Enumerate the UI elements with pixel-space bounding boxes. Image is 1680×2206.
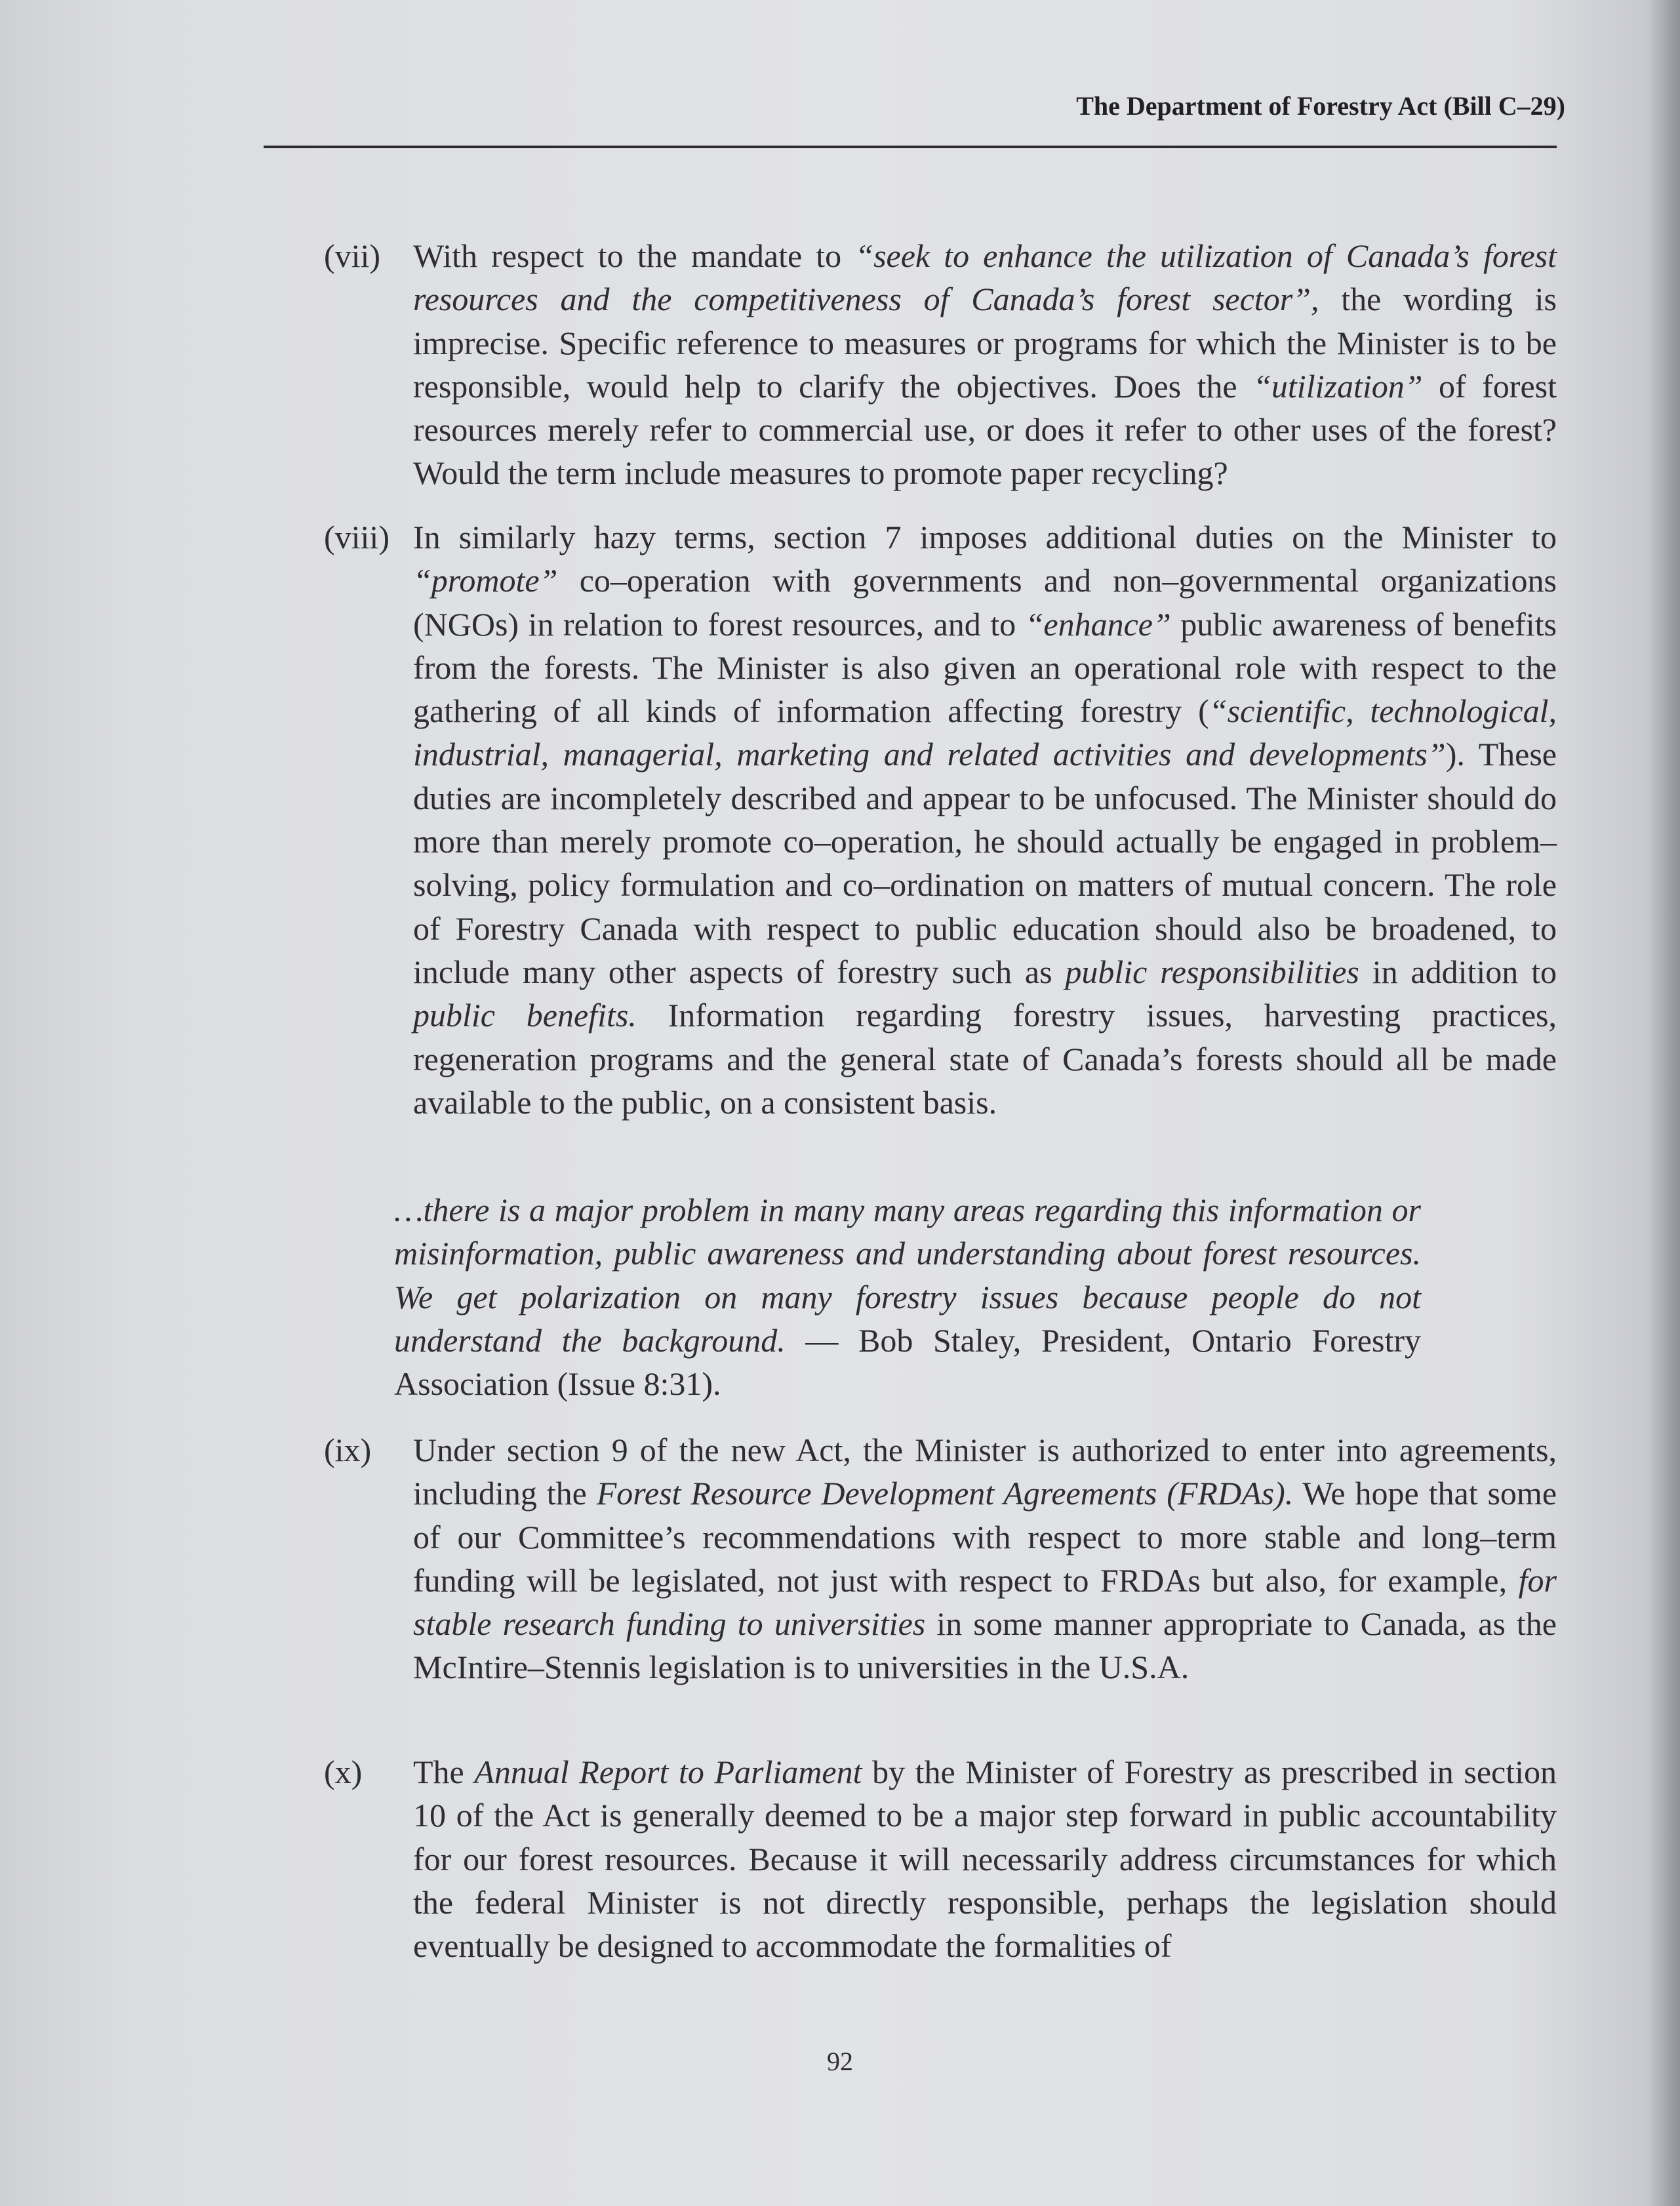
text-segment: in some manner appropriate to Canada, as the McIntire–Stennis legislation is to universities in the U.S.A. [413,1605,1557,1686]
list-item-viii [324,515,1557,1124]
item-body [413,1750,1557,1967]
text-segment-italic: public benefits. [413,997,637,1034]
text-segment: ). These duties are incompletely described and appear to be unfocused. The Minister should do more than merely promote co–operation, he should actually be engaged in problem–solving, policy formulation and co–ordination on matters of mutual concern. The role of Forestry Canada with respect to public education should also be broadened, to include many other aspects of forestry such as [413,736,1557,990]
text-segment: by the Minister of Forestry as prescribed in section 10 of the Act is generally deemed to be a major step forward in public accountability for our forest resources. Because it will necessarily address circumstances for which the federal Minister is not directly responsible, perhaps the legislation should eventually be designed to accommodate the formalities of [413,1754,1557,1965]
text-segment: in addition to [1359,953,1557,990]
text-segment-italic: public responsibilities [1065,953,1359,990]
text-segment-italic: “scientific, technological, industrial, managerial, marketing and related activities and developments” [413,692,1557,773]
list-item-x [324,1750,1557,1967]
text-segment: public awareness of benefits from the forests. The Minister is also given an operational role with respect to the gathering of all kinds of information affecting forestry ( [413,605,1557,730]
text-segment: The [413,1754,475,1790]
item-number: (ix) [324,1432,372,1468]
text-segment-italic: “promote” [413,562,558,599]
text-segment: With respect to the mandate to [413,237,856,274]
quote-text: …there is a major problem in many many areas regarding this information or misinformation, public awareness and understanding about forest resources. We get polarization on many forestry issues because people do not understand the background. [394,1192,1421,1359]
item-number: (vii) [324,237,381,274]
page-number: 92 [827,2047,853,2076]
header-rule [264,146,1557,148]
text-segment: the wording is imprecise. Specific reference to measures or programs for which the Minister is to be responsible, would help to clarify the objectives. Does the [413,281,1557,405]
item-body [413,515,1557,1124]
list-item-vii [324,234,1557,495]
text-segment-italic: Annual Report to Parliament [474,1754,862,1790]
text-segment-italic: “utilization” [1253,367,1423,405]
text-segment-italic: “seek to enhance the utilization of Canada’s forest resources and the competitiveness of Canada’s forest sector”, [413,237,1557,318]
text-segment: co–operation with governments and non–governmental organizations (NGOs) in relation to forest resources, and to [413,562,1557,643]
text-segment: In similarly hazy terms, section 7 imposes additional duties on the Minister to [413,519,1557,555]
quote-attribution: — Bob Staley, President, Ontario Forestry Association (Issue 8:31). [394,1321,1421,1403]
text-segment: We hope that some of our Committee’s recommendations with respect to more stable and long–term funding will be legislated, not just with respect to FRDAs but also, for example, [413,1475,1557,1599]
block-quote [394,1188,1421,1405]
text-segment: Information regarding forestry issues, harvesting practices, regeneration programs and the general state of Canada’s forests should all be made available to the public, on a consistent basis. [413,997,1557,1121]
text-segment: of forest resources merely refer to commercial use, or does it refer to other uses of the forest? Would the term include measures to promote paper recycling? [413,367,1557,492]
list-item-ix [324,1428,1557,1689]
text-segment: Under section 9 of the new Act, the Minister is authorized to enter into agreements, including the [413,1432,1557,1512]
item-body [413,1428,1557,1689]
item-number: (viii) [324,519,390,555]
item-number: (x) [324,1754,363,1790]
item-body [413,234,1557,495]
text-segment-italic: for stable research funding to universities [413,1561,1557,1643]
text-segment-italic: Forest Resource Development Agreements (FRDAs). [596,1475,1294,1512]
text-segment-italic: “enhance” [1025,605,1171,643]
running-header-title: The Department of Forestry Act (Bill C–29) [1076,91,1565,121]
